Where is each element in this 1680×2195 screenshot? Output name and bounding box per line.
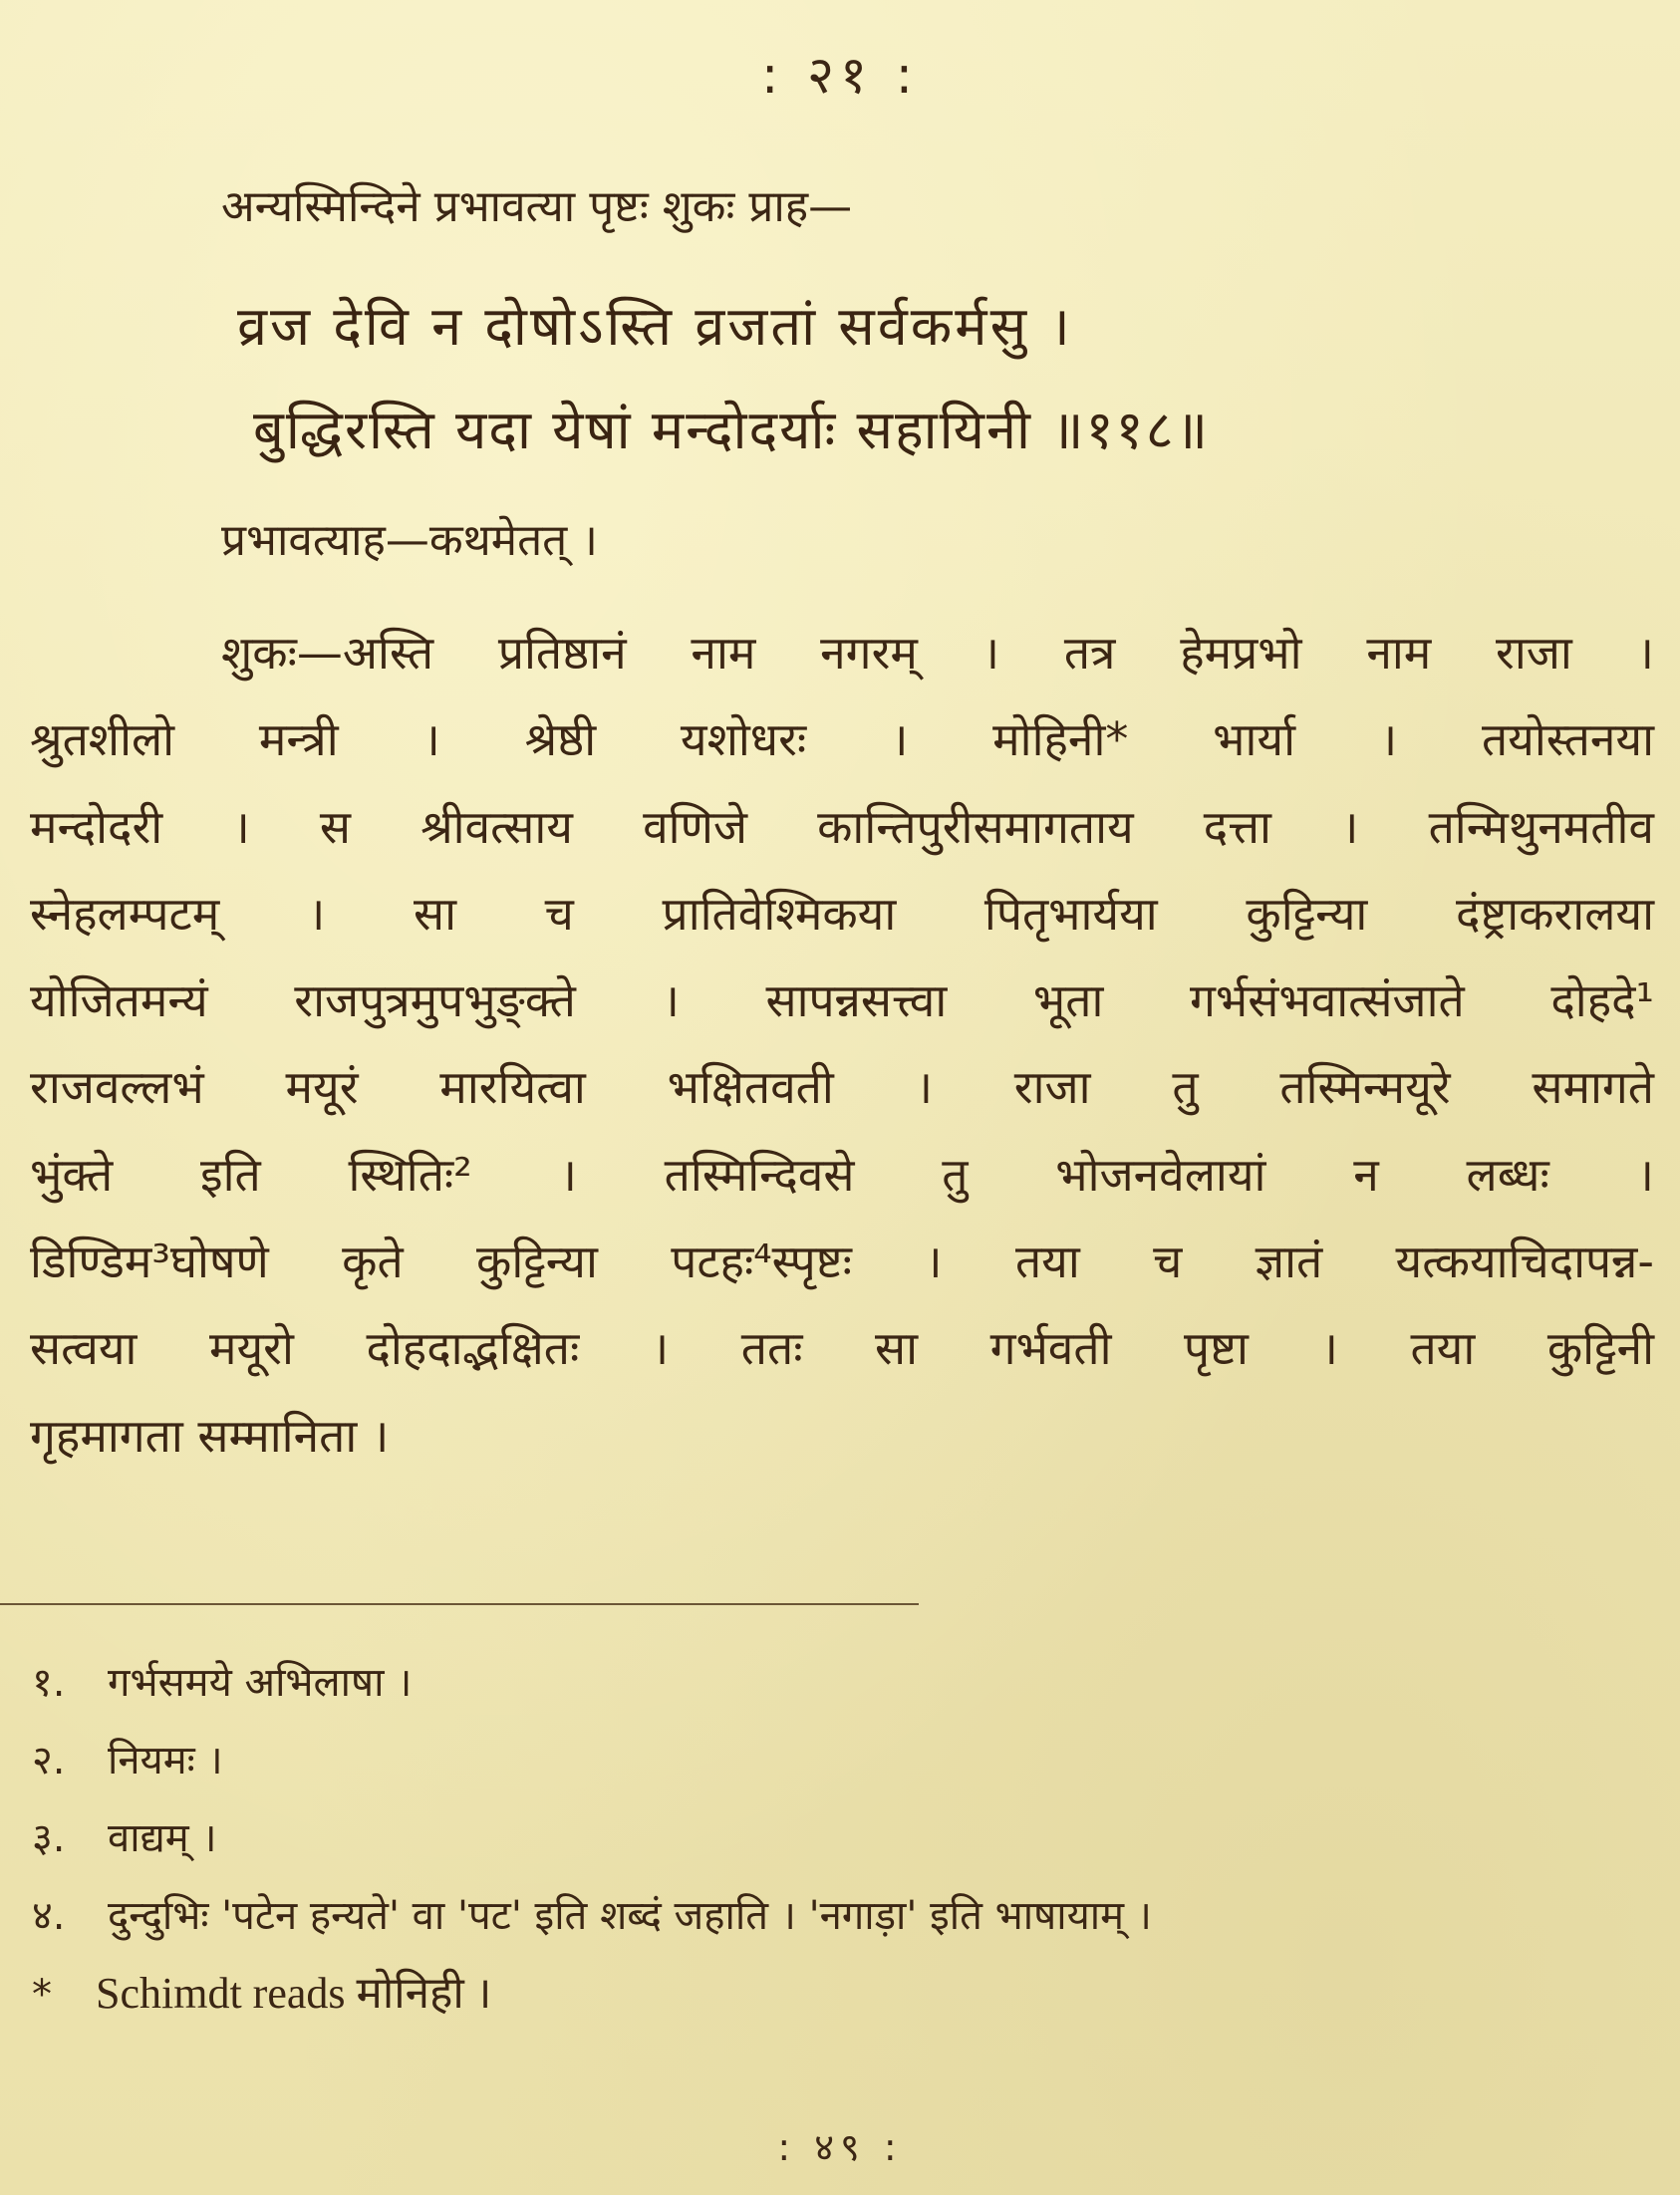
footnote-2	[32, 1722, 1646, 1799]
footnote-text: वाद्यम् ।	[108, 1815, 217, 1861]
story-line-4: स्नेहलम्पटम् । सा च प्रातिवेश्मिकया पितृभार्यया कुट्टिन्या दंष्ट्राकरालया	[30, 886, 1654, 941]
footnote-4	[32, 1877, 1646, 1955]
footnote-number: १.	[32, 1660, 66, 1706]
footnote-text: दुन्दुभिः 'पटेन हन्यते' वा 'पट' इति शब्दं जहाति । 'नगाड़ा' इति भाषायाम् ।	[108, 1893, 1152, 1939]
footnote-text: गर्भसमये अभिलाषा ।	[108, 1660, 413, 1706]
story-line-3: मन्दोदरी । स श्रीवत्साय वणिजे कान्तिपुरीसमागताय दत्ता । तन्मिथुनमतीव	[30, 799, 1654, 854]
story-line-7: भुंक्ते इति स्थितिः² । तस्मिन्दिवसे तु भोजनवेलायां न लब्धः ।	[30, 1147, 1654, 1202]
star-note-text: Schimdt reads मोनिही ।	[96, 1969, 492, 2018]
footnote-number: २.	[32, 1738, 66, 1783]
footnote-3	[32, 1799, 1646, 1877]
verse-line-1: व्रज देवि न दोषोऽस्ति व्रजतां सर्वकर्मसु ।	[237, 295, 1073, 358]
story-paragraph	[30, 610, 1654, 1480]
footnote-divider	[0, 1603, 919, 1605]
verse-line-2: बुद्धिरस्ति यदा येषां मन्दोदर्याः सहायिनी ॥११८॥	[253, 399, 1211, 461]
question-line: प्रभावत्याह—कथमेतत् ।	[221, 515, 598, 566]
footnote-text: नियमः ।	[108, 1738, 223, 1783]
story-line-6: राजवल्लभं मयूरं मारयित्वा भक्षितवती । राजा तु तस्मिन्मयूरे समागते	[30, 1060, 1654, 1115]
footnote-number: ४.	[32, 1893, 66, 1939]
intro-line: अन्यस्मिन्दिने प्रभावत्या पृष्टः शुकः प्राह—	[221, 181, 853, 232]
story-line-8: डिण्डिम³घोषणे कृते कुट्टिन्या पटहः⁴स्पृष्टः । तया च ज्ञातं यत्कयाचिदापन्न-	[30, 1235, 1654, 1289]
footnotes	[32, 1644, 1646, 2033]
story-line-1: शुकः—अस्ति प्रतिष्ठानं नाम नगरम् । तत्र हेमप्रभो नाम राजा ।	[221, 626, 1654, 680]
page-footer-number: : ४९ :	[777, 2125, 903, 2169]
story-line-2: श्रुतशीलो मन्त्री । श्रेष्ठी यशोधरः । मोहिनी* भार्या । तयोस्तनया	[30, 712, 1654, 767]
asterisk-mark: *	[32, 1972, 52, 2018]
page-header-number: : २१ :	[760, 46, 920, 106]
footnote-number: ३.	[32, 1815, 66, 1861]
story-line-10: गृहमागता सम्मानिता ।	[30, 1408, 390, 1463]
story-line-9: सत्वया मयूरो दोहदाद्भक्षितः । ततः सा गर्भवती पृष्टा । तया कुट्टिनी	[30, 1321, 1654, 1376]
story-line-5: योजितमन्यं राजपुत्रमुपभुङ्क्ते । सापन्नसत्त्वा भूता गर्भसंभवात्संजाते दोहदे¹	[30, 973, 1654, 1028]
star-note	[32, 1955, 1646, 2033]
footnote-1	[32, 1644, 1646, 1722]
